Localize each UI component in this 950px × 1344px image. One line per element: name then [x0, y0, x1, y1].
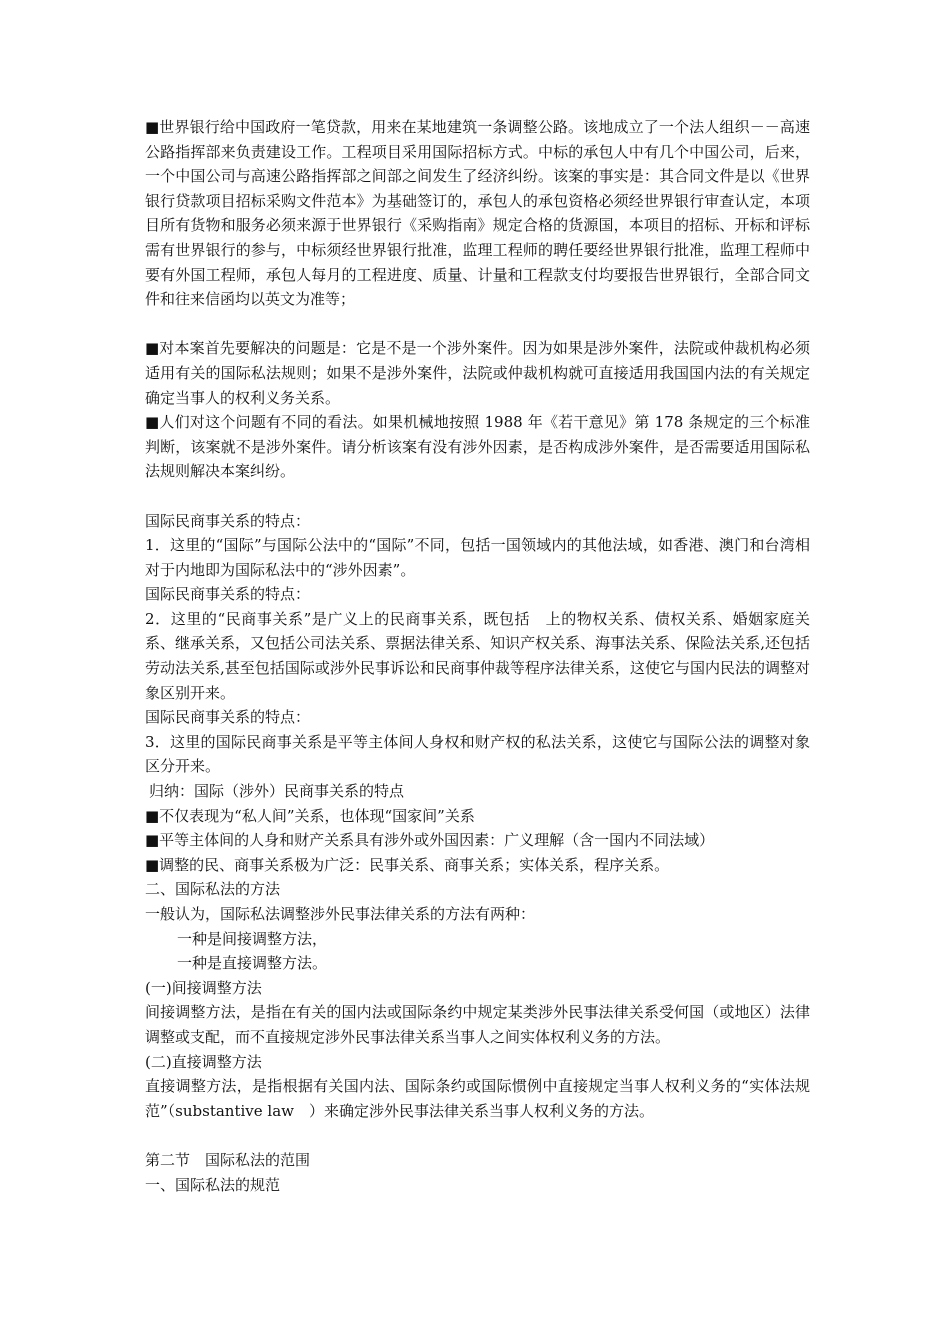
chapter-section-heading: 第二节 国际私法的范围 — [145, 1150, 311, 1169]
case-analysis-paragraph: ■人们对这个问题有不同的看法。如果机械地按照 1988 年《若干意见》第 178 条规定的三个标准判断，该案就不是涉外案件。请分析该案有没有涉外因素，是否构成涉外案件，是否需要适用国际私法规则解决本案纠纷。 — [145, 413, 810, 481]
feature-point-2: 2．这里的“民商事关系”是广义上的民商事关系，既包括 上的物权关系、债权关系、婚姻家庭关系、继承关系，又包括公司法关系、票据法律关系、知识产权关系、海事法关系、保险法关系,还包括劳动法关系,甚至包括国际或涉外民事诉讼和民商事仲裁等程序法律关系，这使它与国内民法的调整对象区别开来。 — [145, 609, 810, 702]
summary-bullet: ■调整的民、商事关系极为广泛：民事关系、商事关系；实体关系，程序关系。 — [145, 855, 670, 874]
feature-point-3: 3．这里的国际民商事关系是平等主体间人身权和财产权的私法关系，这使它与国际公法的调整对象区分开来。 — [145, 732, 810, 776]
section-heading: 国际民商事关系的特点： — [145, 708, 311, 727]
blank-line — [145, 1123, 810, 1148]
feature-point-1: 1．这里的“国际”与国际公法中的“国际”不同，包括一国领域内的其他法域，如香港、澳门和台湾相对于内地即为国际私法中的“涉外因素”。 — [145, 536, 810, 579]
section-heading: 二、国际私法的方法 — [145, 880, 281, 899]
indirect-method-paragraph: 间接调整方法，是指在有关的国内法或国际条约中规定某类涉外民事法律关系受何国（或地区）法律调整或支配，而不直接规定涉外民事法律关系当事人之间实体权利义务的方法。 — [145, 1003, 810, 1046]
subsection-heading: (一)间接调整方法 — [145, 978, 262, 997]
section-heading: 国际民商事关系的特点： — [145, 511, 311, 530]
method-item: 一种是直接调整方法。 — [177, 954, 328, 973]
summary-bullet: ■不仅表现为“私人间”关系，也体现“国家间”关系 — [145, 806, 475, 825]
document-body — [145, 115, 810, 1197]
case-question-paragraph: ■对本案首先要解决的问题是：它是不是一个涉外案件。因为如果是涉外案件，法院或仲裁机构必须适用有关的国际私法规则；如果不是涉外案件，法院或仲裁机构就可直接适用我国国内法的有关规定确定当事人的权利义务关系。 — [145, 339, 810, 407]
direct-method-paragraph: 直接调整方法，是指根据有关国内法、国际条约或国际惯例中直接规定当事人权利义务的“实体法规范”（substantive law ）来确定涉外民事法律关系当事人权利义务的方法。 — [145, 1077, 810, 1120]
section-heading: 国际民商事关系的特点： — [145, 585, 311, 604]
method-item: 一种是间接调整方法， — [177, 929, 328, 948]
blank-line — [145, 484, 810, 509]
summary-heading: 归纳：国际（涉外）民商事关系的特点 — [149, 782, 405, 801]
section-heading: 一、国际私法的规范 — [145, 1175, 281, 1194]
summary-bullet: ■平等主体间的人身和财产关系具有涉外或外国因素：广义理解（含一国内不同法域） — [145, 831, 715, 850]
case-facts-paragraph: ■世界银行给中国政府一笔贷款，用来在某地建筑一条调整公路。该地成立了一个法人组织－－高速公路指挥部来负责建设工作。工程项目采用国际招标方式。中标的承包人中有几个中国公司，后来，一个中国公司与高速公路指挥部之间部之间发生了经济纠纷。该案的事实是：其合同文件是以《世界银行贷款项目招标采购文件范本》为基础签订的，承包人的承包资格必须经世界银行审查认定，本项目所有货物和服务必须来源于世界银行《采购指南》规定合格的货源国，本项目的招标、开标和评标需有世界银行的参与，中标须经世界银行批准，监理工程师的聘任要经世界银行批准，监理工程师中要有外国工程师，承包人每月的工程进度、质量、计量和工程款支付均要报告世界银行，全部合同文件和往来信函均以英文为准等； — [145, 118, 810, 309]
subsection-heading: (二)直接调整方法 — [145, 1052, 262, 1071]
method-intro: 一般认为，国际私法调整涉外民事法律关系的方法有两种： — [145, 905, 536, 923]
blank-line — [145, 312, 810, 337]
